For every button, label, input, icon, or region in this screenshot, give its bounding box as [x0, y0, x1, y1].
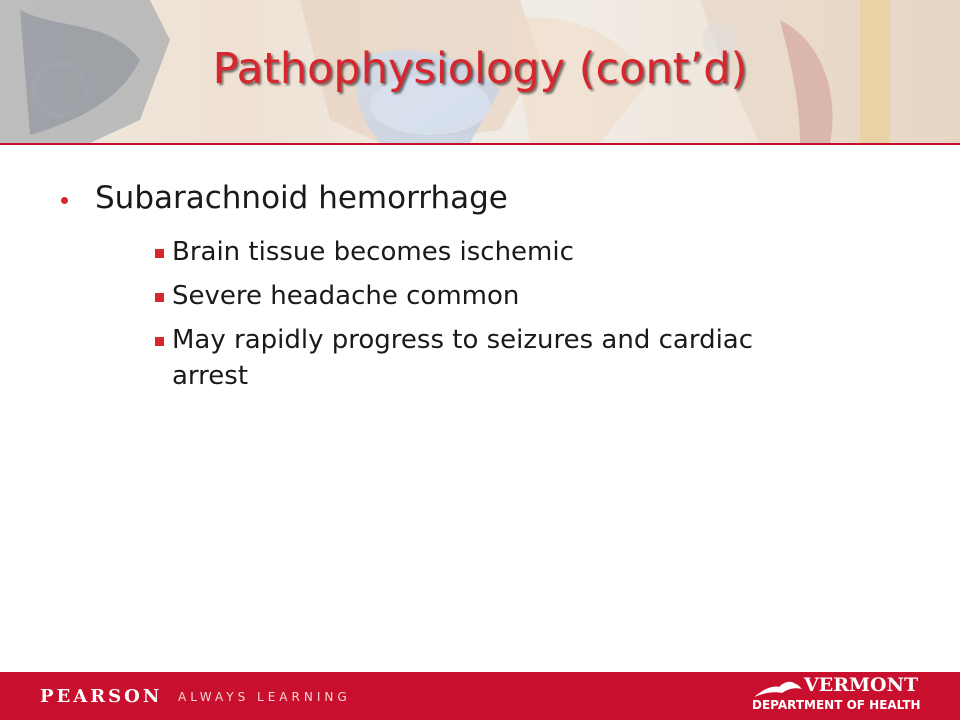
square-bullet-icon — [155, 337, 164, 346]
pearson-logo: PEARSON — [40, 686, 163, 707]
slide-title: Pathophysiology (cont’d) — [212, 44, 748, 94]
header-divider — [0, 143, 960, 145]
sub-bullet-text: Brain tissue becomes ischemic — [172, 237, 574, 267]
vermont-logo-department: DEPARTMENT OF HEALTH — [752, 698, 921, 712]
footer-tagline: ALWAYS LEARNING — [178, 690, 351, 704]
sub-bullet-text: Severe headache common — [172, 281, 520, 311]
round-bullet-icon — [61, 197, 68, 204]
sub-bullet-item — [55, 234, 915, 270]
sub-bullet-item — [55, 322, 915, 394]
sub-bullet-item — [55, 278, 915, 314]
sub-bullet-text: May rapidly progress to seizures and cardiac arrest — [172, 325, 754, 391]
slide-content — [55, 176, 915, 394]
square-bullet-icon — [155, 249, 164, 258]
bullet-text: Subarachnoid hemorrhage — [95, 180, 508, 216]
square-bullet-icon — [155, 293, 164, 302]
vermont-logo-name: VERMONT — [804, 674, 919, 696]
header-photo-banner — [0, 0, 960, 143]
footer-bar — [0, 672, 960, 720]
bullet-item — [55, 176, 915, 226]
